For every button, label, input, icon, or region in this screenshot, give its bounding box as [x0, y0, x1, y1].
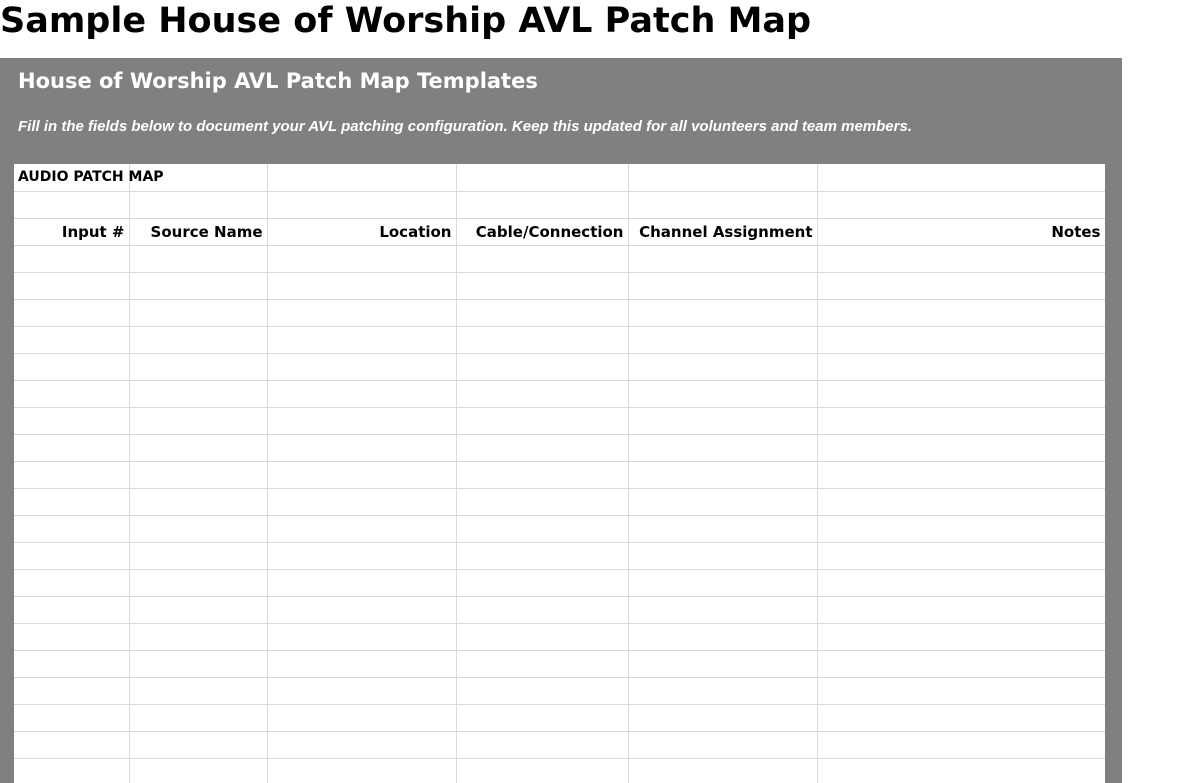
table-cell[interactable]	[267, 380, 456, 407]
table-row	[14, 515, 1105, 542]
table-cell[interactable]	[628, 407, 817, 434]
table-cell[interactable]	[628, 380, 817, 407]
table-cell[interactable]	[456, 461, 628, 488]
table-cell[interactable]	[456, 326, 628, 353]
table-cell[interactable]	[817, 245, 1105, 272]
table-cell[interactable]	[817, 299, 1105, 326]
table-cell[interactable]	[817, 272, 1105, 299]
table-cell[interactable]	[817, 353, 1105, 380]
table-cell[interactable]	[628, 353, 817, 380]
table-cell[interactable]	[456, 164, 628, 191]
table-cell[interactable]	[129, 596, 267, 623]
column-header-channel-assignment[interactable]: Channel Assignment	[628, 218, 817, 245]
table-row	[14, 623, 1105, 650]
table-row	[14, 380, 1105, 407]
table-cell[interactable]	[267, 434, 456, 461]
table-cell[interactable]	[628, 650, 817, 677]
table-cell[interactable]	[817, 164, 1105, 191]
table-cell[interactable]	[628, 704, 817, 731]
table-cell[interactable]	[267, 569, 456, 596]
table-cell[interactable]	[628, 677, 817, 704]
column-header-cable-connection[interactable]: Cable/Connection	[456, 218, 628, 245]
table-cell[interactable]	[129, 569, 267, 596]
patch-map-sheet	[14, 164, 1105, 783]
table-cell[interactable]	[628, 596, 817, 623]
table-cell[interactable]	[267, 407, 456, 434]
table-cell[interactable]	[14, 380, 129, 407]
spacer-row	[14, 191, 1105, 218]
table-cell[interactable]	[628, 758, 817, 783]
table-cell[interactable]	[817, 569, 1105, 596]
table-cell[interactable]	[267, 704, 456, 731]
table-row	[14, 569, 1105, 596]
table-cell[interactable]	[628, 326, 817, 353]
table-row	[14, 704, 1105, 731]
table-cell[interactable]	[267, 488, 456, 515]
section-title-row	[14, 164, 1105, 191]
table-cell[interactable]	[817, 704, 1105, 731]
table-cell[interactable]	[14, 353, 129, 380]
table-cell[interactable]	[628, 731, 817, 758]
table-cell[interactable]	[456, 623, 628, 650]
table-cell[interactable]	[14, 569, 129, 596]
table-cell[interactable]	[456, 569, 628, 596]
table-cell[interactable]	[129, 353, 267, 380]
audio-patch-map-table	[14, 164, 1105, 783]
table-cell[interactable]	[129, 515, 267, 542]
table-cell[interactable]	[456, 596, 628, 623]
table-cell[interactable]	[267, 461, 456, 488]
table-cell[interactable]	[129, 758, 267, 783]
column-header-source-name[interactable]: Source Name	[129, 218, 267, 245]
table-cell[interactable]	[129, 299, 267, 326]
table-cell[interactable]	[129, 731, 267, 758]
table-cell[interactable]	[817, 623, 1105, 650]
table-cell[interactable]	[456, 677, 628, 704]
table-cell[interactable]	[14, 245, 129, 272]
table-cell[interactable]	[817, 434, 1105, 461]
table-row	[14, 407, 1105, 434]
table-cell[interactable]	[817, 380, 1105, 407]
panel-instructions: Fill in the fields below to document your AVL patching configuration. Keep this updated for all volunteers and team members.	[18, 118, 912, 135]
panel-heading: House of Worship AVL Patch Map Templates	[18, 69, 538, 93]
table-cell[interactable]	[129, 677, 267, 704]
table-cell[interactable]	[267, 272, 456, 299]
table-cell[interactable]	[14, 704, 129, 731]
table-cell[interactable]	[129, 245, 267, 272]
table-cell[interactable]	[817, 407, 1105, 434]
table-cell[interactable]	[14, 650, 129, 677]
table-cell[interactable]	[817, 515, 1105, 542]
table-cell[interactable]	[267, 623, 456, 650]
table-row	[14, 731, 1105, 758]
table-cell[interactable]	[456, 353, 628, 380]
table-row	[14, 272, 1105, 299]
table-cell[interactable]	[129, 542, 267, 569]
table-cell[interactable]	[129, 623, 267, 650]
table-row	[14, 434, 1105, 461]
table-cell[interactable]	[267, 245, 456, 272]
table-cell[interactable]	[267, 515, 456, 542]
table-cell[interactable]	[14, 677, 129, 704]
table-cell[interactable]	[628, 569, 817, 596]
table-cell[interactable]	[456, 272, 628, 299]
table-cell[interactable]	[628, 515, 817, 542]
table-cell[interactable]	[267, 758, 456, 783]
table-cell[interactable]	[14, 326, 129, 353]
table-cell[interactable]	[628, 299, 817, 326]
table-row	[14, 758, 1105, 783]
table-cell[interactable]	[129, 380, 267, 407]
table-cell[interactable]	[456, 704, 628, 731]
table-cell[interactable]	[628, 488, 817, 515]
table-cell[interactable]	[267, 353, 456, 380]
table-cell[interactable]	[129, 272, 267, 299]
table-cell[interactable]	[456, 542, 628, 569]
table-cell[interactable]	[817, 731, 1105, 758]
table-cell[interactable]	[129, 461, 267, 488]
column-header-notes[interactable]: Notes	[817, 218, 1105, 245]
column-header-row	[14, 218, 1105, 245]
table-cell[interactable]	[456, 758, 628, 783]
table-cell[interactable]	[14, 596, 129, 623]
table-cell[interactable]	[14, 758, 129, 783]
table-cell[interactable]	[628, 434, 817, 461]
table-cell[interactable]	[267, 164, 456, 191]
table-cell[interactable]	[817, 461, 1105, 488]
table-row	[14, 677, 1105, 704]
table-row	[14, 299, 1105, 326]
table-cell[interactable]	[456, 650, 628, 677]
table-cell[interactable]	[14, 299, 129, 326]
table-row	[14, 326, 1105, 353]
table-cell[interactable]	[14, 488, 129, 515]
table-cell[interactable]	[628, 245, 817, 272]
table-cell[interactable]	[456, 407, 628, 434]
table-cell[interactable]	[817, 326, 1105, 353]
table-cell[interactable]	[628, 164, 817, 191]
table-cell[interactable]	[129, 704, 267, 731]
table-cell[interactable]	[14, 542, 129, 569]
column-header-input-number[interactable]: Input #	[14, 218, 129, 245]
table-cell[interactable]	[14, 272, 129, 299]
template-panel	[0, 58, 1122, 783]
table-cell[interactable]	[456, 299, 628, 326]
table-cell[interactable]	[628, 542, 817, 569]
table-cell[interactable]	[817, 191, 1105, 218]
table-cell[interactable]	[267, 650, 456, 677]
table-row	[14, 542, 1105, 569]
table-cell[interactable]	[817, 596, 1105, 623]
table-cell[interactable]	[267, 299, 456, 326]
table-cell[interactable]	[817, 488, 1105, 515]
table-cell[interactable]	[456, 380, 628, 407]
column-header-location[interactable]: Location	[267, 218, 456, 245]
table-cell[interactable]	[817, 542, 1105, 569]
table-row	[14, 488, 1105, 515]
table-cell[interactable]	[628, 623, 817, 650]
table-cell[interactable]	[14, 434, 129, 461]
table-cell[interactable]	[267, 596, 456, 623]
table-cell[interactable]	[267, 191, 456, 218]
table-cell[interactable]	[456, 191, 628, 218]
table-cell[interactable]	[14, 461, 129, 488]
table-cell[interactable]	[817, 677, 1105, 704]
table-cell[interactable]	[628, 191, 817, 218]
table-row	[14, 353, 1105, 380]
table-cell[interactable]	[456, 731, 628, 758]
table-cell[interactable]	[267, 326, 456, 353]
table-cell[interactable]	[456, 434, 628, 461]
table-row	[14, 650, 1105, 677]
table-cell[interactable]	[267, 731, 456, 758]
table-row	[14, 596, 1105, 623]
table-cell[interactable]	[817, 650, 1105, 677]
table-cell[interactable]	[628, 461, 817, 488]
table-row	[14, 245, 1105, 272]
table-cell[interactable]	[129, 650, 267, 677]
table-row	[14, 461, 1105, 488]
table-cell[interactable]	[129, 434, 267, 461]
table-cell[interactable]	[14, 407, 129, 434]
table-cell[interactable]	[129, 488, 267, 515]
table-cell[interactable]	[817, 758, 1105, 783]
table-cell[interactable]	[456, 245, 628, 272]
table-cell[interactable]	[14, 515, 129, 542]
table-cell[interactable]	[628, 272, 817, 299]
table-cell[interactable]	[14, 623, 129, 650]
page-title: Sample House of Worship AVL Patch Map	[0, 1, 812, 41]
table-cell[interactable]	[129, 191, 267, 218]
table-cell[interactable]	[129, 326, 267, 353]
section-title[interactable]: AUDIO PATCH MAP	[14, 164, 129, 191]
table-cell[interactable]	[267, 542, 456, 569]
table-cell[interactable]	[456, 515, 628, 542]
table-cell[interactable]	[14, 191, 129, 218]
table-cell[interactable]	[129, 407, 267, 434]
table-cell[interactable]	[267, 677, 456, 704]
table-cell[interactable]	[456, 488, 628, 515]
table-cell[interactable]	[14, 731, 129, 758]
